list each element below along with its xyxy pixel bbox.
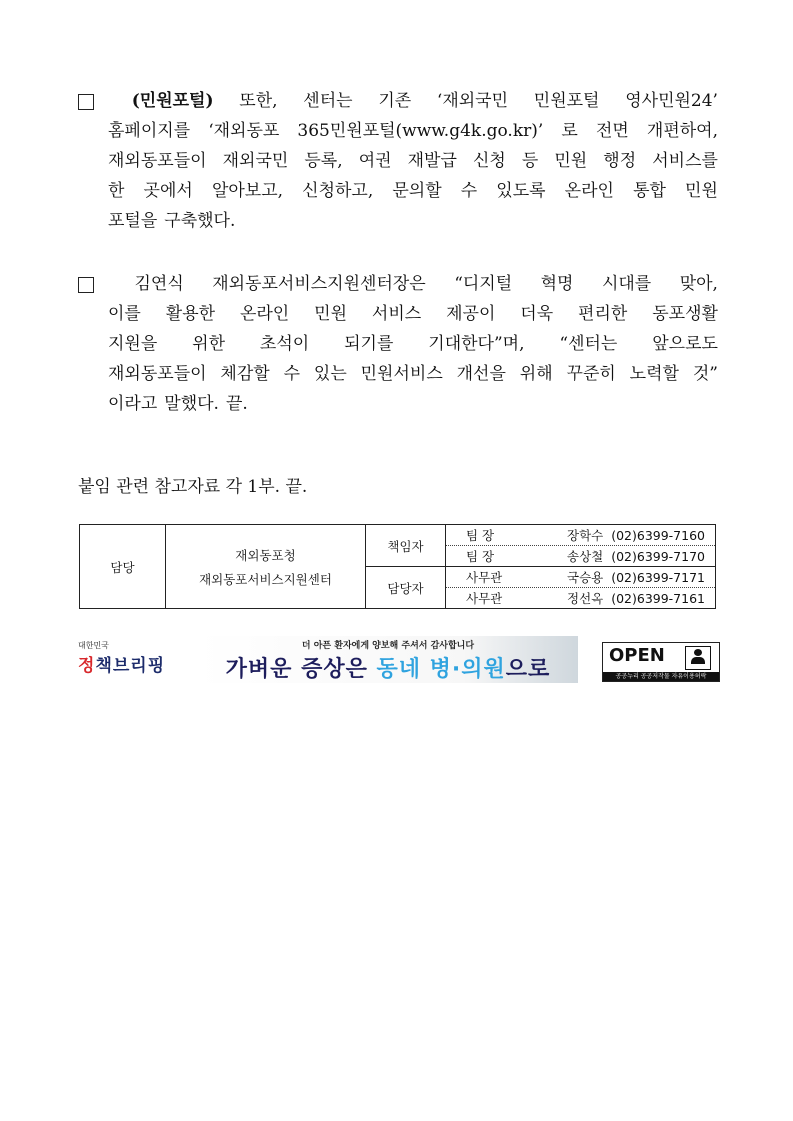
word: 꾸준히 [566,364,616,384]
word: 재외동포서비스지원센터장은 [212,274,426,294]
word: 위한 [192,334,226,354]
word: 여권 [358,151,392,171]
contact-label: 담당 [80,525,166,609]
person-phone: (02)6399-7161 [611,591,705,606]
word: 기대한다”며, [428,334,525,354]
word: 더욱 [520,304,554,324]
word: 있는 [313,364,347,384]
word: 재외국민 [222,151,289,171]
brand-main-text: 책브리핑 [95,656,166,676]
word: 수 [283,364,301,384]
person-row [446,546,716,567]
word: 앞으로도 [652,334,718,354]
word: “센터는 [559,334,618,354]
word: 노력할 [629,364,679,384]
person-title: 사무관 [466,591,503,606]
word: 개선을 [456,364,506,384]
word: 365민원포털(www.g4k.go.kr)’ [297,121,544,141]
word: 홈페이지를 [108,121,191,141]
contact-department [166,525,366,609]
word: 맞아, [679,274,718,294]
attachment-note: 붙임 관련 참고자료 각 1부. 끝. [78,477,308,497]
person-name: 정선옥 [567,591,604,606]
paragraph-heading: (민원포털) [131,91,214,111]
word: 것” [692,364,718,384]
word: 전면 [595,121,629,141]
word: 서비스 [371,304,422,324]
word: 활용한 [165,304,216,324]
word: 동포생활 [652,304,718,324]
word: 한 [108,181,125,201]
word: 제공이 [446,304,496,324]
text-line [78,359,718,389]
person-row [446,567,716,588]
person-phone: (02)6399-7171 [611,570,705,585]
word: 민원서비스 [360,364,443,384]
person-title: 팀 장 [466,549,495,564]
person-name: 장학수 [567,528,604,543]
word: 개편하여, [646,121,718,141]
word: 재발급 [407,151,457,171]
banner-headline-highlight: 동네 병·의원 [376,657,506,682]
banner-caption: 더 아픈 환자에게 양보해 주셔서 감사합니다 [301,641,475,651]
word: 알아보고, [211,181,284,201]
word: 민원 [554,151,588,171]
word: 문의할 [392,181,442,201]
word: 로 [561,121,578,141]
word: 포털을 [108,211,158,231]
word: 통합 [633,181,666,201]
word: 위해 [519,364,553,384]
open-license-badge[interactable] [602,642,720,682]
license-strip: 공공누리 공공저작물 자유이용허락 [603,672,719,681]
person-name: 송상철 [567,549,604,564]
person-row [446,525,716,546]
banner-headline-a: 가벼운 증상은 [225,657,377,682]
word: 재외동포들이 [108,151,207,171]
brand-small-text: 대한민국 [78,641,109,650]
footer-banners [78,636,718,686]
person-row [446,588,716,609]
word: 재외동포들이 [108,364,207,384]
word: 온라인 [239,304,290,324]
text-line [78,299,718,329]
word: ‘재외동포 [208,121,280,141]
role-contact: 담당자 [366,567,446,609]
word: 끝. [225,394,248,414]
banner-headline [198,652,578,683]
word: 민원 [685,181,718,201]
word: “디지털 [454,274,513,294]
text-line [78,329,718,359]
person-name: 국승용 [567,570,604,585]
policy-briefing-logo[interactable] [78,640,165,676]
text-line [78,389,718,419]
word: 신청하고, [302,181,374,201]
word: 있도록 [496,181,546,201]
word: 이라고 [108,394,158,414]
word: 서비스를 [652,151,718,171]
word: 지원을 [108,334,158,354]
role-responsible: 책임자 [366,525,446,567]
word: 등 [521,151,539,171]
word: 김연식 [134,274,184,294]
brand-accent-text: 정 [78,656,96,676]
word: 체감할 [220,364,270,384]
word: 되기를 [344,334,394,354]
word: 민원포털 [533,91,600,111]
word: 영사민원24’ [625,91,718,111]
word: 신청 [472,151,506,171]
paragraph-portal [78,86,718,236]
attribution-person-icon [685,646,711,670]
checkbox-bullet-icon [78,277,94,293]
checkbox-bullet-icon [78,94,94,110]
person-phone: (02)6399-7160 [611,528,705,543]
text-line [78,146,718,176]
word: 초석이 [259,334,310,354]
text-line [78,86,718,116]
banner-headline-c: 으로 [505,657,551,682]
word: 말했다. [164,394,219,414]
word: ‘재외국민 [436,91,509,111]
word: 등록, [304,151,343,171]
word: 이를 [108,304,141,324]
word: 행정 [603,151,637,171]
text-line [78,269,718,299]
word: 곳에서 [143,181,193,201]
text-line [78,176,718,206]
paragraph-director-quote [78,269,718,419]
campaign-banner[interactable] [198,636,578,683]
person-title: 팀 장 [466,528,495,543]
word: 온라인 [564,181,614,201]
word: 센터는 [303,91,353,111]
word: 기존 [378,91,412,111]
open-wordmark: OPEN [609,645,665,666]
word: 민원 [314,304,347,324]
word: 혁명 [540,274,574,294]
text-line [78,206,718,236]
word: 시대를 [601,274,652,294]
text-line [78,116,718,146]
person-phone: (02)6399-7170 [611,549,705,564]
word: 구축했다. [164,211,236,231]
department-agency: 재외동포청 [235,547,296,563]
word: 편리한 [578,304,628,324]
word: 수 [460,181,478,201]
contact-table [79,524,716,609]
department-center: 재외동포서비스지원센터 [199,571,332,587]
person-title: 사무관 [466,570,503,585]
word: 또한, [239,91,278,111]
